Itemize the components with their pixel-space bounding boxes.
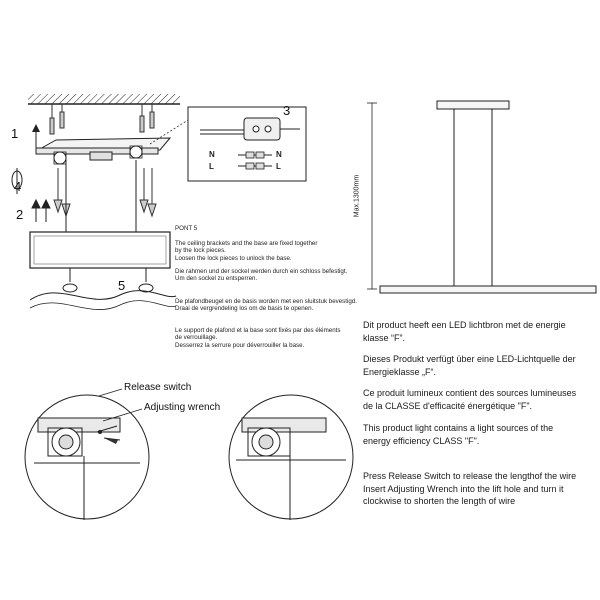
base-outline bbox=[30, 301, 176, 310]
energy-text-fr: Ce produit lumineux contient des sources lumineuses de la CLASSE d'efficacité énergétique "F". bbox=[363, 388, 577, 411]
fixing-screws bbox=[54, 168, 156, 216]
wire-label-l: L bbox=[276, 162, 281, 171]
step-number-4: 4 bbox=[14, 179, 22, 194]
wire-label-n: N bbox=[209, 150, 215, 159]
ceiling-bracket bbox=[36, 138, 170, 164]
step-number-1: 1 bbox=[11, 126, 19, 141]
ceiling-screws bbox=[50, 104, 154, 134]
base-outline bbox=[30, 291, 176, 300]
energy-text-de: Dieses Produkt verfügt über eine LED-Lichtquelle der Energieklasse „F“. bbox=[363, 354, 576, 377]
wire-label-n: N bbox=[276, 150, 282, 159]
pont-text-nl: De plafondbeugel en de basis worden met een sluitstuk bevestigd. Draai de vergrendeling los om de basis te openen. bbox=[175, 298, 357, 313]
step-number-5: 5 bbox=[118, 278, 126, 293]
up-arrow-icon bbox=[32, 124, 40, 148]
up-arrow-icon bbox=[32, 200, 50, 222]
pont-text-fr: Le support de plafond et la base sont fixés par des éléments de verrouillage. Desserrez la serrure pour déverrouiller la base. bbox=[175, 327, 341, 349]
adjusting-wrench-label: Adjusting wrench bbox=[144, 402, 221, 413]
side-view-drawing bbox=[367, 101, 596, 293]
step-number-3: 3 bbox=[283, 103, 291, 118]
energy-text-nl: Dit product heeft een LED lichtbron met de energie klasse “F”. bbox=[363, 320, 566, 343]
wire-adjust-instructions: Press Release Switch to release the lengthof the wire Insert Adjusting Wrench into the lift hole and turn it clockwise to shorten the length of wire bbox=[363, 471, 577, 506]
release-switch-label: Release switch bbox=[124, 382, 192, 393]
wiring-detail-box bbox=[188, 107, 306, 181]
release-detail-circle bbox=[25, 389, 149, 520]
lamp-body bbox=[30, 232, 170, 268]
step-number-2: 2 bbox=[16, 207, 24, 222]
pont-title: PONT 5 bbox=[175, 225, 198, 232]
wire-label-l: L bbox=[209, 162, 214, 171]
adjust-detail-circle bbox=[229, 395, 353, 520]
energy-text-en: This product light contains a light sources of the energy efficiency CLASS "F". bbox=[363, 423, 554, 446]
pont-text-en: The ceiling brackets and the base are fixed together by the lock pieces. Loosen the lock pieces to unlock the base. bbox=[175, 240, 318, 262]
dimension-label: Max.1300mm bbox=[353, 174, 361, 218]
ceiling-hatch bbox=[28, 94, 180, 104]
pont-text-de: Die rahmen und der sockel werden durch ein schloss befestigt. Um den sockel zu entsperren. bbox=[175, 268, 348, 283]
